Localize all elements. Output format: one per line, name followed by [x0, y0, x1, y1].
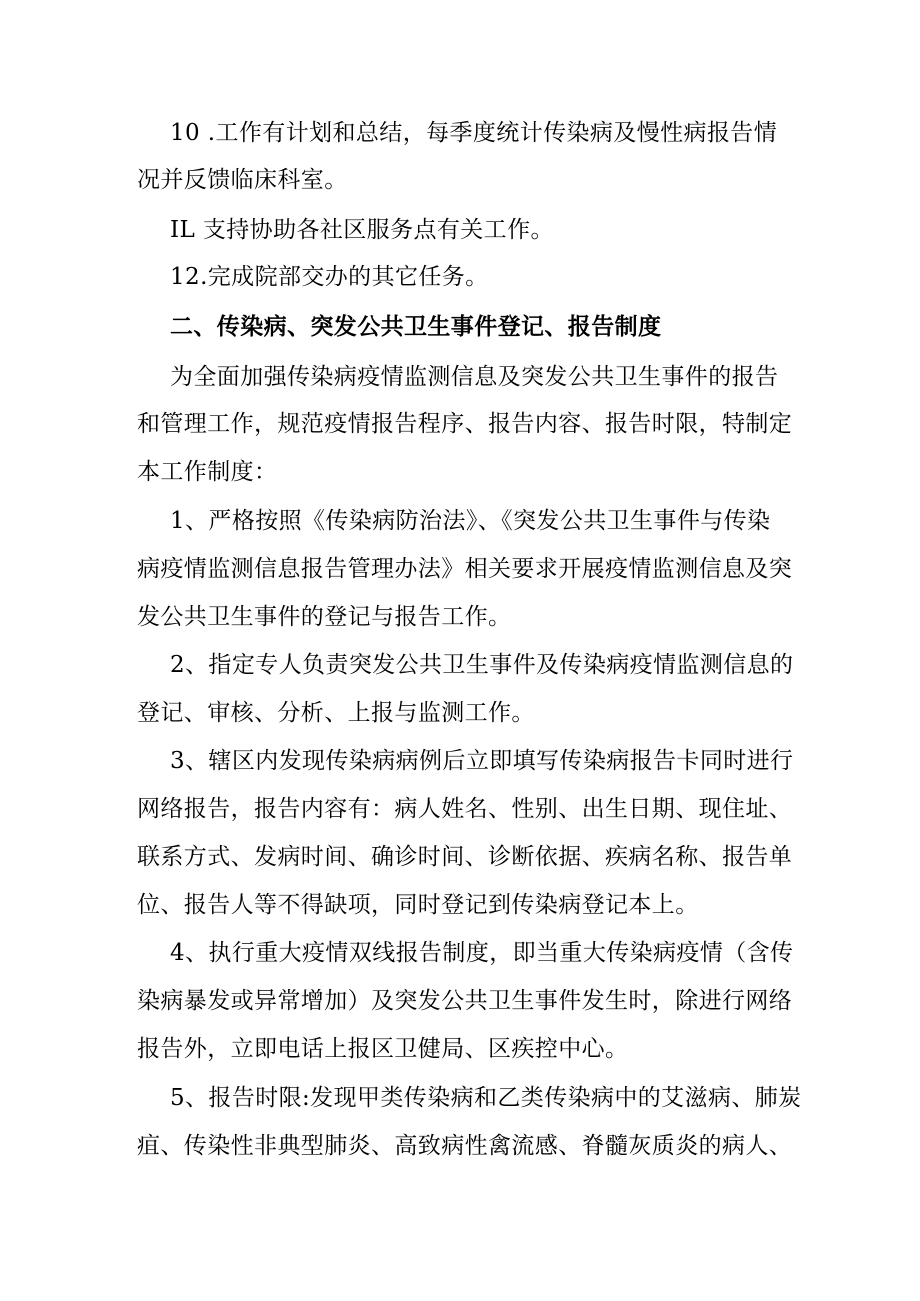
rule-2-line-1: 2、指定专人负责突发公共卫生事件及传染病疫情监测信息的 [170, 652, 794, 678]
intro-line-3: 本工作制度： [137, 459, 278, 485]
item-12-line-1: 12.完成院部交办的其它任务。 [170, 264, 489, 290]
item-10-line-1: 10 .工作有计划和总结，每季度统计传染病及慢性病报告情 [170, 120, 778, 146]
item-11-line-1: IL 支持协助各社区服务点有关工作。 [170, 217, 554, 243]
rule-5-line-1: 5、报告时限:发现甲类传染病和乙类传染病中的艾滋病、肺炭 [170, 1085, 802, 1111]
rule-3-line-2: 网络报告，报告内容有：病人姓名、性别、出生日期、现住址、 [137, 796, 793, 822]
rule-4-line-1: 4、执行重大疫情双线报告制度，即当重大传染病疫情（含传 [170, 940, 794, 966]
rule-3-line-1: 3、辖区内发现传染病病例后立即填写传染病报告卡同时进行 [170, 748, 794, 774]
section-heading: 二、传染病、突发公共卫生事件登记、报告制度 [170, 314, 662, 340]
rule-4-line-3: 报告外，立即电话上报区卫健局、区疾控中心。 [137, 1036, 629, 1062]
rule-1-line-2: 病疫情监测信息报告管理办法》相关要求开展疫情监测信息及突 [137, 556, 793, 582]
rule-3-line-4: 位、报告人等不得缺项，同时登记到传染病登记本上。 [137, 892, 699, 918]
rule-5-line-2: 疽、传染性非典型肺炎、高致病性禽流感、脊髓灰质炎的病人、 [137, 1133, 793, 1159]
rule-1-line-1: 1、严格按照《传染病防治法》、《突发公共卫生事件与传染 [170, 508, 771, 534]
rule-4-line-2: 染病暴发或异常增加）及突发公共卫生事件发生时，除进行网络 [137, 988, 793, 1014]
rule-3-line-3: 联系方式、发病时间、确诊时间、诊断依据、疾病名称、报告单 [137, 844, 793, 870]
rule-1-line-3: 发公共卫生事件的登记与报告工作。 [137, 604, 512, 630]
rule-2-line-2: 登记、审核、分析、上报与监测工作。 [137, 700, 535, 726]
item-10-line-2: 况并反馈临床科室。 [137, 167, 348, 193]
intro-line-2: 和管理工作，规范疫情报告程序、报告内容、报告时限，特制定 [137, 411, 793, 437]
intro-line-1: 为全面加强传染病疫情监测信息及突发公共卫生事件的报告 [170, 364, 779, 390]
